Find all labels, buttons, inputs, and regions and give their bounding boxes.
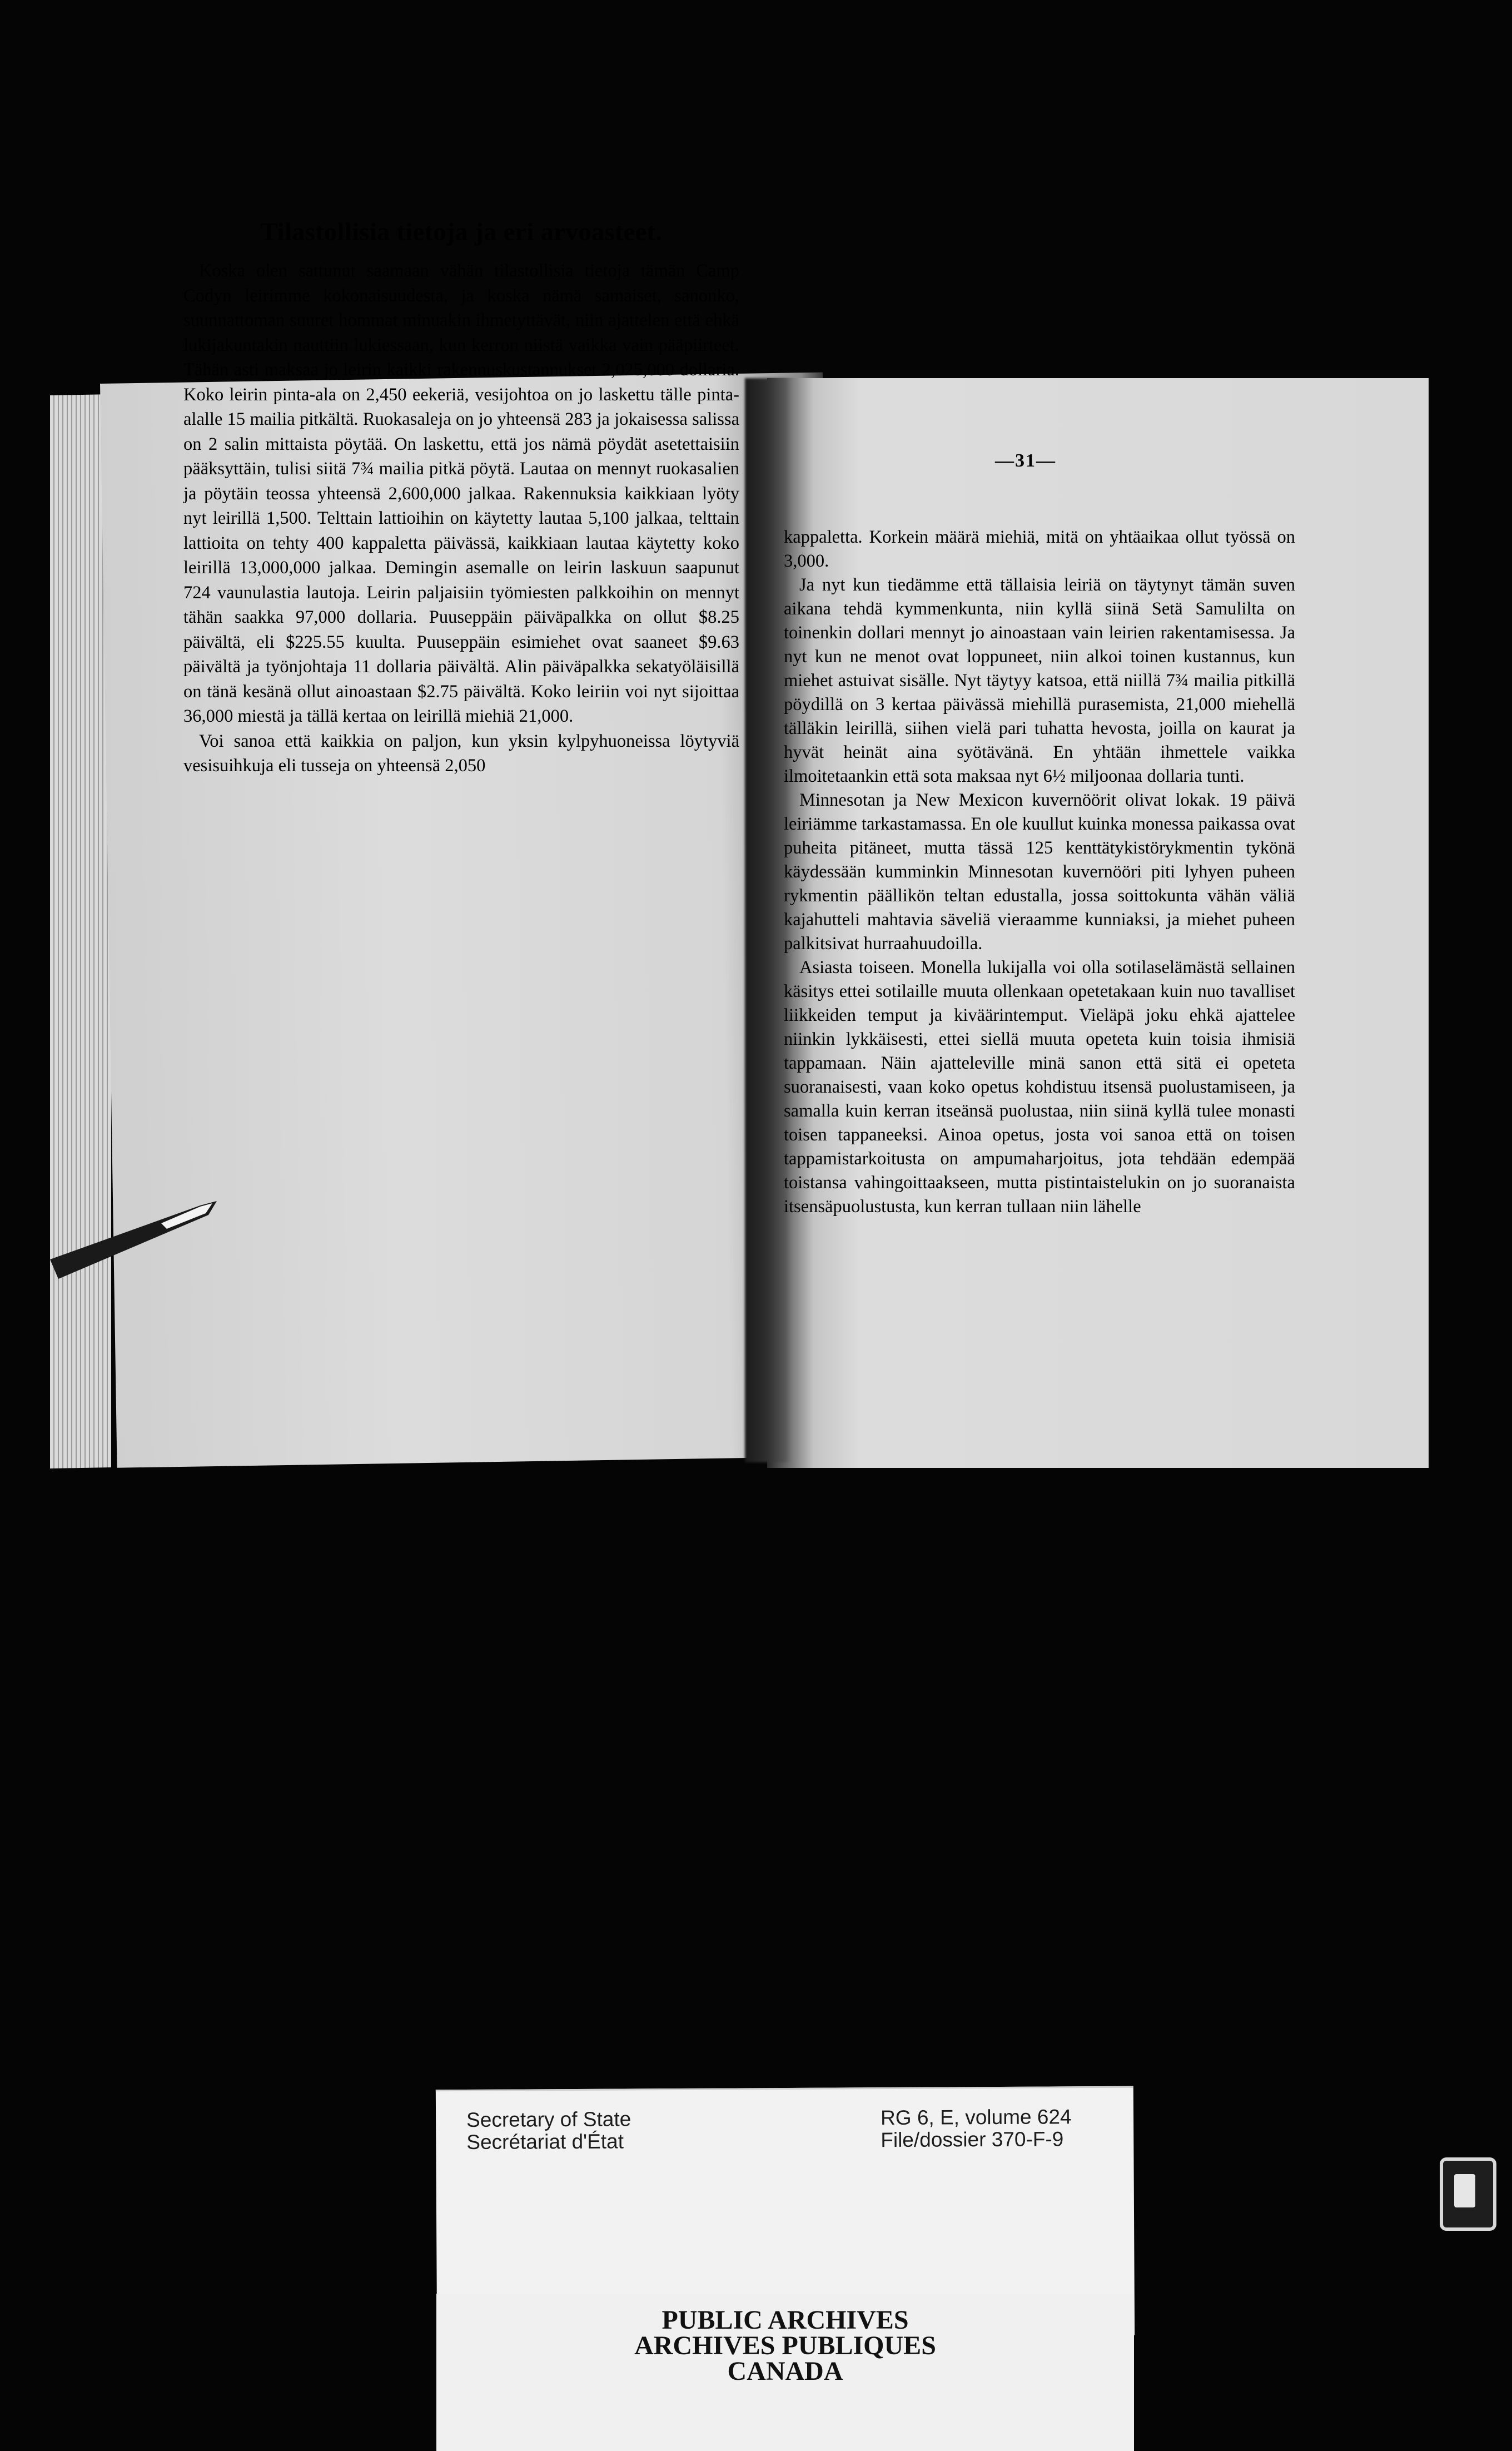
left-paragraph-1: Koska olen sattunut saamaan vähän tilastollisia tietoja tämän Camp Codyn leirimme kokonaisuudesta, ja koska nämä samaiset, sanonko, suunnattoman suuret hommat minuakin ihmetyttävät, niin ajattelen että ehkä lukijakuntakin nauttiin lukiessaan, kun kerron niistä vaikka vain pääpiirteet. Tähän asti maksaa jo leirin kaikki rakennuskustannukset 2,025,000 dollaria. Koko leirin pinta-ala on 2,450 eekeriä, vesijohtoa on jo laskettu tälle pinta-alalle 15 mailia pitkältä. Ruokasaleja on jo yhteensä 283 ja jokaisessa salissa on 2 salin mittaista pöytää. On laskettu, että jos nämä pöydät asetettaisiin pääksyttäin, tulisi siitä 7¾ mailia pitkä pöytä. Lautaa on mennyt ruokasalien ja pöytäin teossa yhteensä 2,600,000 jalkaa. Rakennuksia kaikkiaan lyöty nyt leirillä 1,500. Telttain lattioihin on käytetty lautaa 5,100 jalkaa, telttain lattioita on tehty 400 kappaletta päivässä, kaikkiaan lautaa käytetty koko leirillä 13,000,000 jalkaa. Demingin asemalle on leirin laskuun saapunut 724 vaunulastia lautoja. Leirin paljaisiin työmiesten palkkoihin on mennyt tähän saakka 97,000 dollaria. Puuseppäin päiväpalkka on ollut $8.25 päivältä, eli $225.55 kuulta. Puuseppäin esimiehet ovat saaneet $9.63 päivältä ja työnjohtaja 11 dollaria päivältä. Alin päiväpalkka sekatyöläisillä on tänä kesänä ollut ainoastaan $2.75 päivältä. Koko leiriin voi nyt sijoittaa 36,000 miestä ja tällä kertaa on leirillä miehiä 21,000. xyxy=(183,261,739,726)
archives-stamp xyxy=(436,2294,1134,2451)
reference-block xyxy=(881,2106,1072,2151)
film-edge-mark-inner xyxy=(1454,2174,1475,2207)
right-paragraph-3: Minnesotan ja New Mexicon kuvernöörit olivat lokak. 19 päivä leiriämme tarkastamassa. En ole kuullut kuinka monessa paikassa ovat puheita pitäneet, mutta tässä 125 kenttätykistörykmentin tykönä käydessään kumminkin Minnesotan kuvernööri piti lyhyen puheen rykmentin päällikön teltan edustalla, jossa soittokunta vähän väliä kajahutteli mahtavia säveliä vieraamme kunniaksi, ja miehet puheen palkitsivat hurraahuudoilla. xyxy=(784,790,1295,954)
left-page-text xyxy=(183,217,739,778)
file-reference: File/dossier 370-F-9 xyxy=(881,2127,1064,2152)
right-paragraph-1: kappaletta. Korkein määrä miehiä, mitä on yhtäaikaa ollut työssä on 3,000. xyxy=(784,527,1295,571)
right-page-text xyxy=(784,525,1295,1219)
stamp-line-3: CANADA xyxy=(727,2356,843,2386)
film-edge-mark xyxy=(1440,2157,1496,2231)
section-title: Tilastollisia tietoja ja eri arvoasteet. xyxy=(260,217,663,246)
agency-french: Secrétariat d'État xyxy=(466,2130,624,2154)
stamp-line-2: ARCHIVES PUBLIQUES xyxy=(634,2331,936,2360)
right-paragraph-4: Asiasta toiseen. Monella lukijalla voi olla sotilaselämästä sellainen käsitys ettei sotilaille muuta ollenkaan opetetakaan kuin nuo tavalliset liikkeiden temput ja kiväärintemput. Vieläpä joku ehkä ajattelee niinkin lykkäisesti, ettei siellä muuta opeteta kuin toisia ihmisiä tappamaan. Näin ajatteleville minä sanon että sitä ei opeteta suoranaisesti, vaan koko opetus kohdistuu itsensä puolustamiseen, ja samalla kuin kerran itseänsä puolustaa, niin siinä kyllä tulee monasti toisen tappaneeksi. Ainoa opetus, josta voi sanoa että on toisen tappamistarkoitusta on ampumaharjoitus, jota tehdään edempää toistansa vahingoittaakseen, mutta pistintaistelukin on jo suoranaista itsensäpuolustusta, kun kerran tullaan niin lähelle xyxy=(784,957,1295,1217)
left-paragraph-2: Voi sanoa että kaikkia on paljon, kun yksin kylpyhuoneissa löytyviä vesisuihkuja eli tusseja on yhteensä 2,050 xyxy=(183,731,739,776)
page-edges xyxy=(50,394,111,1468)
agency-block xyxy=(466,2108,631,2154)
right-paragraph-2: Ja nyt kun tiedämme että tällaisia leiriä on täytynyt tämän suven aikana tehdä kymmenkunta, niin kyllä siinä Setä Samulilta on toinenkin dollari mennyt jo ainoastaan vain leirien rakentamisessa. Ja nyt kun ne menot ovat loppuneet, niin alkoi toinen kustannus, kun miehet astuivat sisälle. Nyt täytyy katsoa, että niillä 7¾ mailia pitkillä pöydillä on 3 kertaa päivässä miehillä purasemista, 21,000 miehellä tälläkin leirillä, siihen vielä pari tuhatta hevosta, joilla on kaurat ja hyvät heinät aina syötävänä. En yhtään ihmettele vaikka ilmoitetaankin että sota maksaa nyt 6½ miljoonaa dollaria tunti. xyxy=(784,575,1295,786)
stamp-line-1: PUBLIC ARCHIVES xyxy=(662,2305,909,2335)
pen-pointer xyxy=(50,1201,217,1279)
agency-english: Secretary of State xyxy=(466,2107,631,2131)
page-number: —31— xyxy=(995,450,1056,471)
record-group-reference: RG 6, E, volume 624 xyxy=(881,2105,1072,2130)
